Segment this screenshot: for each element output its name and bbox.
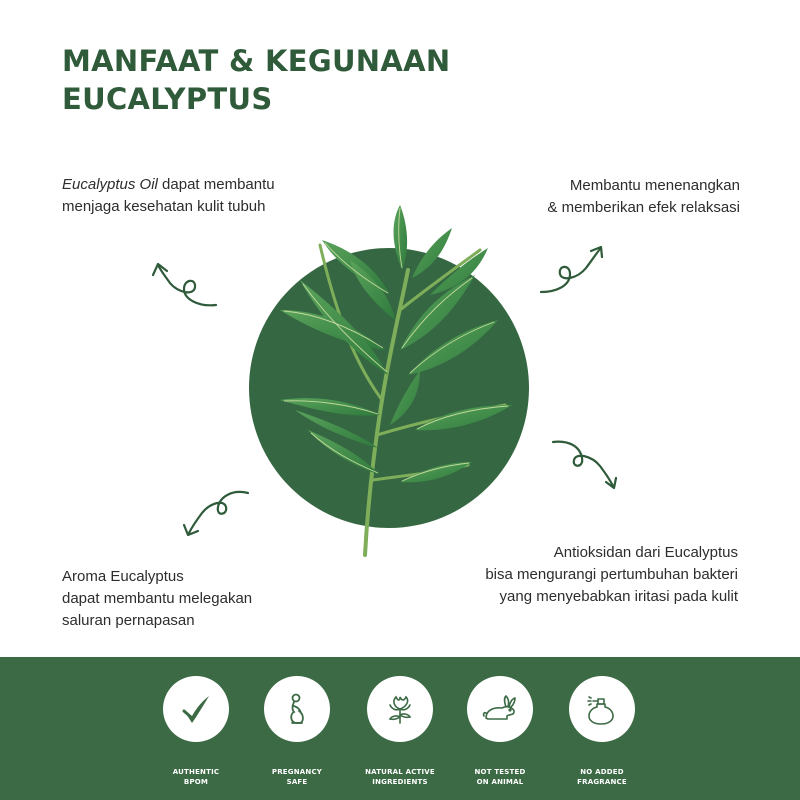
badge-circle bbox=[163, 676, 229, 742]
benefit-relaxation bbox=[547, 175, 740, 219]
badge-label: PREGNANCY bbox=[271, 768, 323, 776]
badge-circle bbox=[569, 676, 635, 742]
features-footer bbox=[0, 657, 800, 800]
badge-label: AUTHENTIC bbox=[172, 768, 220, 776]
benefit-line: Membantu menenangkan bbox=[569, 177, 740, 194]
check-leaf-icon bbox=[179, 692, 213, 726]
badge-label: BPOM bbox=[183, 778, 209, 786]
loop-arrow-icon bbox=[550, 436, 620, 494]
benefit-line: bisa mengurangi pertumbuhan bakteri bbox=[485, 566, 738, 583]
benefit-line: menjaga kesehatan kulit tubuh bbox=[62, 198, 266, 215]
badge-authentic-bpom bbox=[146, 676, 246, 787]
benefit-breathing bbox=[62, 566, 252, 632]
page-title bbox=[62, 42, 450, 118]
benefit-line: Aroma Eucalyptus bbox=[62, 568, 184, 585]
badge-label: SAFE bbox=[286, 778, 308, 786]
badge-label: INGREDIENTS bbox=[372, 778, 428, 786]
title-line-2: EUCALYPTUS bbox=[62, 82, 273, 116]
badge-label: NATURAL ACTIVE bbox=[365, 768, 435, 776]
benefit-text: dapat membantu bbox=[157, 176, 275, 193]
title-line-1: MANFAAT & KEGUNAAN bbox=[62, 44, 451, 78]
badge-pregnancy-safe bbox=[247, 676, 347, 787]
badge-label: FRAGRANCE bbox=[577, 778, 627, 786]
badge-label: NOT TESTED bbox=[474, 768, 526, 776]
badge-circle bbox=[264, 676, 330, 742]
benefit-line: Antioksidan dari Eucalyptus bbox=[553, 544, 738, 561]
badge-circle bbox=[467, 676, 533, 742]
perfume-bottle-icon bbox=[586, 692, 618, 726]
benefit-line: yang menyebabkan iritasi pada kulit bbox=[499, 588, 738, 605]
benefit-line: dapat membantu melegakan bbox=[62, 590, 253, 607]
background-circle bbox=[249, 248, 529, 528]
badge-label: NO ADDED bbox=[580, 768, 624, 776]
benefit-line: & memberikan efek relaksasi bbox=[547, 199, 740, 216]
badge-not-tested-on-animal bbox=[450, 676, 550, 787]
badge-circle bbox=[367, 676, 433, 742]
benefit-emphasis: Eucalyptus Oil bbox=[62, 176, 158, 193]
badge-label: ON ANIMAL bbox=[476, 778, 524, 786]
benefit-line bbox=[62, 174, 275, 196]
rabbit-icon bbox=[482, 694, 518, 724]
loop-arrow-icon bbox=[150, 255, 225, 313]
flower-icon bbox=[382, 691, 418, 727]
badge-natural-ingredients bbox=[350, 676, 450, 787]
pregnant-woman-icon bbox=[280, 692, 314, 726]
badge-no-added-fragrance bbox=[552, 676, 652, 787]
loop-arrow-icon bbox=[538, 240, 608, 298]
benefit-line: saluran pernapasan bbox=[62, 612, 195, 629]
eucalyptus-illustration bbox=[240, 200, 540, 560]
